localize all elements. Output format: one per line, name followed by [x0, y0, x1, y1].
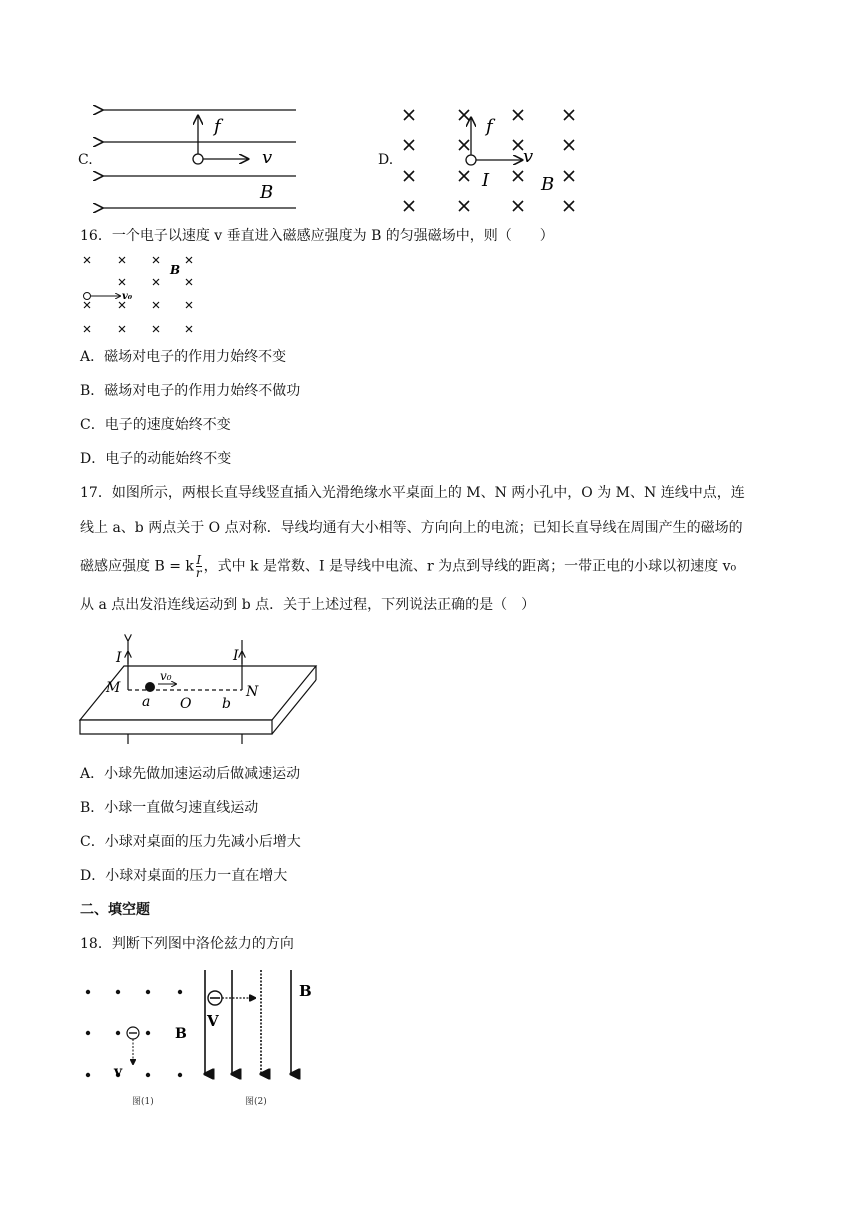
label-v: v: [114, 1064, 123, 1080]
q18-stem: 18．判断下列图中洛伦兹力的方向: [80, 936, 294, 952]
label-n: N: [246, 684, 259, 700]
q16-option-c: C．电子的速度始终不变: [80, 417, 231, 433]
label-f: f: [214, 116, 221, 137]
cross-mark: [404, 171, 414, 181]
figure-18-1: [80, 980, 190, 1107]
cross-mark: [153, 302, 159, 308]
q16-option-d: D．电子的动能始终不变: [80, 451, 232, 467]
figure-16: [78, 252, 208, 337]
cross-mark: [84, 257, 90, 263]
cross-mark: [564, 140, 574, 150]
field-dot: [178, 1073, 182, 1077]
q17-option-a: A．小球先做加速运动后做减速运动: [80, 766, 301, 782]
field-dot: [146, 1031, 150, 1035]
label-v: v: [523, 146, 534, 167]
cross-mark: [513, 140, 523, 150]
fraction-numerator: I: [196, 553, 202, 567]
q17-line-4: 从 a 点出发沿连线运动到 b 点．关于上述过程，下列说法正确的是（ ）: [80, 597, 536, 613]
label-i-left: I: [116, 650, 122, 666]
q16-option-a: A．磁场对电子的作用力始终不变: [80, 349, 287, 365]
section-title: 二、填空题: [80, 902, 150, 918]
cross-mark: [513, 171, 523, 181]
label-b: B: [175, 1026, 187, 1042]
cross-mark: [459, 140, 469, 150]
label-m: M: [106, 680, 121, 696]
field-dot: [86, 1073, 90, 1077]
charge: [193, 154, 203, 164]
charge: [466, 155, 476, 165]
label-b: B: [299, 982, 312, 1000]
cross-mark: [153, 257, 159, 263]
q17-line-2: 线上 a、b 两点关于 O 点对称．导线均通有大小相等、方向向上的电流；已知长直导线在周围产生的磁场的: [80, 520, 743, 536]
cross-mark: [564, 201, 574, 211]
formula-fraction: [196, 554, 202, 579]
q16-option-b: B．磁场对电子的作用力始终不做功: [80, 383, 301, 399]
caption-fig-2: 图(2): [245, 1097, 267, 1107]
cross-mark: [186, 279, 192, 285]
cross-mark: [459, 201, 469, 211]
label-i-right: I: [233, 648, 239, 664]
electron: [84, 293, 91, 300]
field-dot: [178, 990, 182, 994]
figure-18-2: [195, 966, 325, 1106]
cross-mark: [119, 302, 125, 308]
label-b: B: [541, 174, 555, 195]
figure-17: [80, 634, 320, 744]
q17-line-3-pre: 磁感应强度 B = k: [80, 558, 194, 575]
cross-mark: [84, 326, 90, 332]
cross-mark: [186, 302, 192, 308]
q17-line-1: 17．如图所示，两根长直导线竖直插入光滑绝缘水平桌面上的 M、N 两小孔中，O 为 M、N 连线中点，连: [80, 485, 745, 501]
q17-line-3-post: ，式中 k 是常数、I 是导线中电流、r 为点到导线的距离；一带正电的小球以初速度 v₀: [203, 558, 737, 575]
label-i: I: [482, 170, 490, 191]
q16-stem: 16．一个电子以速度 v 垂直进入磁感应强度为 B 的匀强磁场中，则（ ）: [80, 228, 554, 244]
cross-mark: [153, 326, 159, 332]
cross-mark: [564, 171, 574, 181]
cross-mark: [84, 302, 90, 308]
q17-line-3: [80, 554, 736, 579]
option-c-label: C.: [78, 152, 93, 168]
cross-mark: [513, 110, 523, 120]
cross-mark: [186, 257, 192, 263]
q17-option-d: D．小球对桌面的压力一直在增大: [80, 868, 288, 884]
cross-mark: [404, 110, 414, 120]
label-a: a: [142, 694, 151, 710]
label-b: B: [170, 263, 181, 277]
figure-15d: [398, 104, 588, 219]
cross-mark: [564, 110, 574, 120]
field-dot: [146, 1073, 150, 1077]
field-dot: [116, 1031, 120, 1035]
cross-mark: [459, 110, 469, 120]
label-b: B: [260, 182, 274, 203]
option-d-label: D.: [378, 152, 394, 168]
cross-mark: [459, 171, 469, 181]
field-dot: [146, 990, 150, 994]
cross-mark: [404, 201, 414, 211]
fraction-denominator: r: [195, 566, 202, 580]
field-dot: [86, 990, 90, 994]
label-v: v: [262, 147, 273, 168]
cross-mark: [153, 279, 159, 285]
cross-mark: [404, 140, 414, 150]
table-front: [80, 720, 272, 734]
cross-mark: [119, 257, 125, 263]
label-f: f: [486, 116, 493, 137]
ball: [145, 682, 155, 692]
field-dot: [86, 1031, 90, 1035]
caption-fig-1: 图(1): [132, 1097, 154, 1107]
cross-mark: [119, 279, 125, 285]
label-v0: v₀: [122, 291, 133, 302]
q17-option-b: B．小球一直做匀速直线运动: [80, 800, 259, 816]
q17-option-c: C．小球对桌面的压力先减小后增大: [80, 834, 301, 850]
label-o: O: [180, 696, 192, 712]
label-v0: v₀: [160, 669, 172, 683]
cross-mark: [119, 326, 125, 332]
field-dot: [116, 990, 120, 994]
figure-15c: [96, 100, 306, 210]
cross-mark: [186, 326, 192, 332]
label-b: b: [222, 696, 231, 712]
label-v: V: [207, 1012, 219, 1030]
cross-mark: [513, 201, 523, 211]
